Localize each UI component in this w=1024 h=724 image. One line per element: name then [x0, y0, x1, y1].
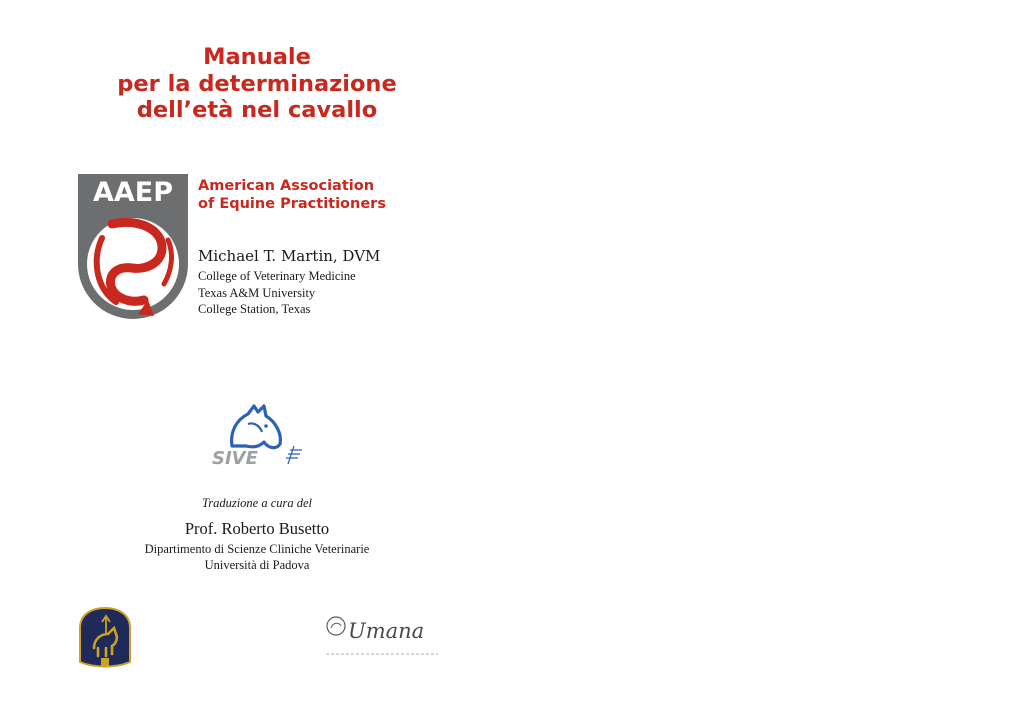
title-line-2: per la determinazione: [117, 70, 397, 97]
affiliation-line-3: College Station, Texas: [198, 302, 311, 316]
aaep-logo: [78, 174, 188, 324]
department-line-2: Università di Padova: [204, 558, 310, 572]
umana-wordmark: Umana: [348, 619, 425, 643]
aaep-full-name: [198, 178, 386, 213]
title-line-3: dell’età nel cavallo: [136, 97, 378, 123]
document-title: [60, 44, 454, 124]
department-line-1: Dipartimento di Scienze Cliniche Veterinarie: [144, 542, 370, 556]
translation-label: Traduzione a cura del: [201, 496, 313, 510]
umana-logo: [322, 610, 444, 662]
translator-name: Prof. Roberto Busetto: [184, 519, 330, 538]
affiliation-line-1: College of Veterinary Medicine: [198, 269, 356, 283]
author-affiliation: [198, 268, 356, 318]
title-line-1: Manuale: [203, 44, 311, 70]
sive-logo: [210, 402, 306, 468]
aaep-name-line-1: American Association: [198, 178, 375, 194]
sive-wordmark: SIVE: [212, 448, 258, 468]
aaep-name-line-2: of Equine Practitioners: [198, 195, 386, 212]
translator-department: [110, 541, 404, 573]
affiliation-line-2: Texas A&M University: [198, 285, 316, 300]
aaep-acronym: AAEP: [92, 177, 174, 208]
author-name: Michael T. Martin, DVM: [198, 247, 381, 265]
padova-crest-logo: [76, 606, 134, 672]
